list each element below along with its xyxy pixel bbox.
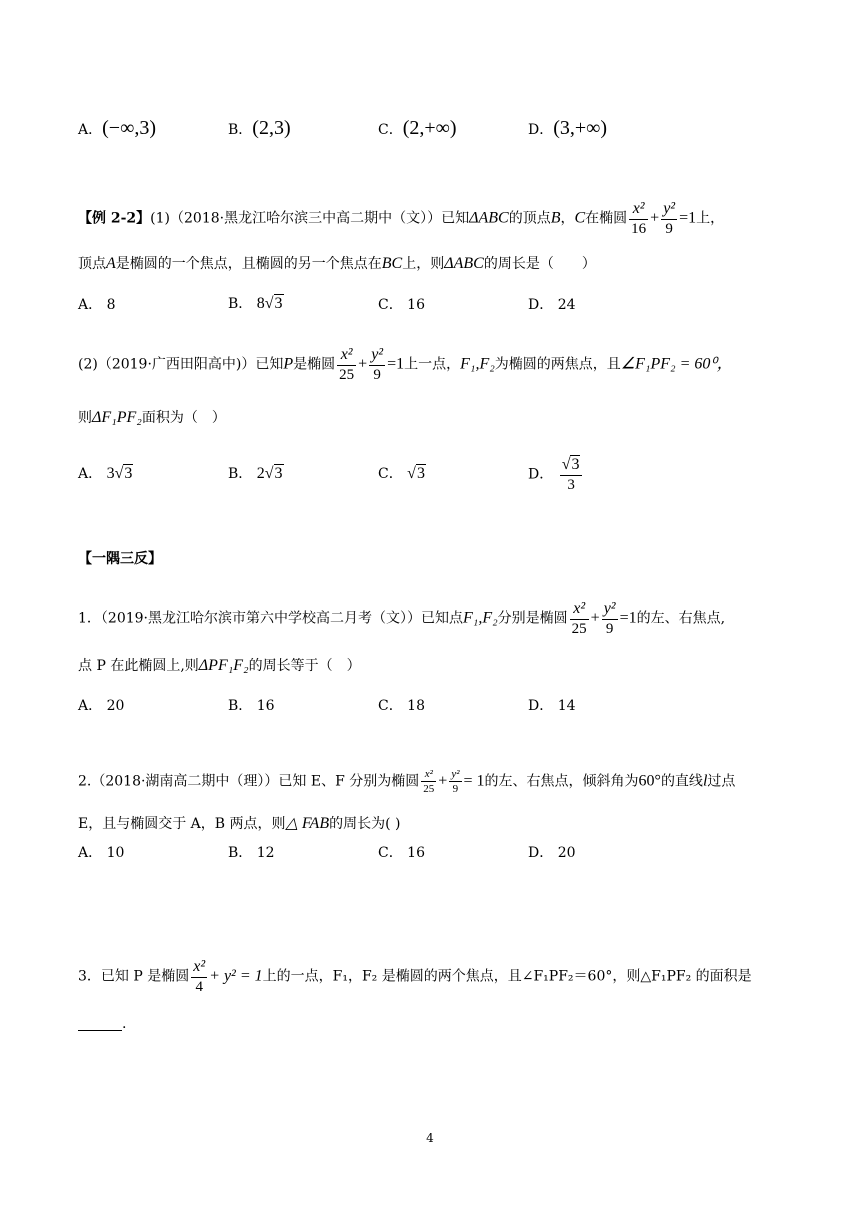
math: ΔABC bbox=[444, 255, 484, 272]
question-2-line-2 bbox=[78, 816, 400, 832]
page-number: 4 bbox=[426, 1131, 434, 1145]
math: △ FAB bbox=[285, 815, 330, 832]
q2-option-a: A． 10 bbox=[78, 845, 125, 861]
text: (2)（2019·广西田阳高中)）已知 bbox=[78, 356, 284, 373]
example-2-2-line-3: (2)（2019·广西田阳高中)）已知P是椭圆 $\frac{\text{x²}}{25}$ + $\frac{\text{y²}}{9}$ =1上一点，F₁,F₂为椭圆的两焦点，且∠F₁PF₂ = 60⁰， bbox=[78, 346, 733, 383]
text: 上，则 bbox=[402, 256, 445, 272]
fraction: $\frac{\text{x²}}{4}$ bbox=[193, 958, 206, 995]
text: 上， bbox=[696, 210, 725, 227]
option-letter: A． bbox=[78, 122, 103, 138]
example-2-2-line-4 bbox=[78, 410, 226, 426]
text: . bbox=[122, 1016, 127, 1032]
question-1-line-2 bbox=[78, 658, 361, 674]
option-letter: C． bbox=[378, 122, 403, 138]
text: 过点 bbox=[707, 773, 736, 790]
text: 的顶点 bbox=[508, 210, 551, 227]
text: 2.（2018·湖南高二期中（理））已知 E、F 分别为椭圆 bbox=[78, 773, 420, 790]
text: 面积为（ ） bbox=[141, 410, 226, 426]
text: E，且与椭圆交于 A，B 两点，则 bbox=[78, 816, 286, 832]
fraction: $\frac{\text{x²}}{16}$ bbox=[631, 200, 647, 237]
math: F₁,F₂ bbox=[460, 355, 495, 373]
math: BC bbox=[381, 255, 403, 272]
text: 在椭圆 bbox=[585, 210, 628, 227]
text: 则 bbox=[78, 410, 92, 426]
option-letter: D． bbox=[528, 122, 554, 138]
fraction: $\frac{√3}{3}$ bbox=[560, 456, 583, 493]
ex1-option-c: C． 16 bbox=[378, 297, 425, 313]
text: 的周长是（ ） bbox=[483, 256, 596, 272]
option-value: (3,+∞) bbox=[553, 117, 608, 139]
text: 的周长等于（ ） bbox=[248, 658, 361, 674]
math: C bbox=[574, 209, 586, 227]
text: 的直线 bbox=[660, 773, 703, 790]
fraction: $\frac{\text{y²}}{9}$ bbox=[371, 346, 384, 383]
math: F₁,F₂ bbox=[463, 609, 498, 627]
fraction: $\frac{\text{y²}}{9}$ bbox=[663, 200, 676, 237]
q2-option-c: C． 16 bbox=[378, 845, 425, 861]
text: 上的一点，F₁，F₂ 是椭圆的两个焦点，且∠F₁PF₂＝60°，则△F₁PF₂ 的面积是 bbox=[262, 968, 752, 985]
ex1-option-b: B． 8√3 bbox=[228, 295, 283, 312]
question-3-line-2 bbox=[78, 1016, 126, 1031]
option-a bbox=[78, 118, 156, 138]
math: ∠F₁PF₂ = 60⁰， bbox=[620, 355, 733, 373]
text: (1)（2018·黑龙江哈尔滨三中高二期中（文））已知 bbox=[150, 210, 470, 227]
q1-option-a: A． 20 bbox=[78, 698, 125, 714]
example-2-2-line-2 bbox=[78, 256, 596, 272]
math: ΔPF₁F₂ bbox=[198, 657, 249, 674]
ex2-option-d: D． $\frac{√3}{3}$ bbox=[528, 456, 584, 493]
q1-option-d: D． 14 bbox=[528, 698, 576, 714]
question-3-line-1: 3．已知 P 是椭圆 $\frac{\text{x²}}{4}$ + y² = 1上的一点，F₁，F₂ 是椭圆的两个焦点，且∠F₁PF₂＝60°，则△F₁PF₂ 的面积是 bbox=[78, 958, 752, 995]
option-value: (2,+∞) bbox=[402, 117, 457, 139]
text: ， bbox=[560, 210, 575, 227]
math: P bbox=[283, 355, 294, 373]
answer-blank[interactable] bbox=[78, 1016, 122, 1031]
fraction: $\frac{\text{x²}}{25}$ bbox=[339, 346, 355, 383]
text: 1．（2019·黑龙江哈尔滨市第六中学校高二月考（文））已知点 bbox=[78, 610, 463, 627]
q1-option-b: B． 16 bbox=[228, 698, 275, 714]
text: 的周长为( ) bbox=[329, 816, 401, 832]
ex2-option-b: B． 2√3 bbox=[228, 465, 283, 482]
ex2-option-c: C． √3 bbox=[378, 465, 425, 482]
option-b bbox=[228, 118, 291, 138]
option-value: (−∞,3) bbox=[102, 117, 156, 139]
example-tag: 【例 2-2】 bbox=[78, 210, 151, 227]
text: 为椭圆的两焦点，且 bbox=[494, 356, 621, 373]
text: 上一点， bbox=[404, 356, 461, 373]
fraction: $\frac{\text{y²}}{9}$ bbox=[451, 768, 460, 796]
text: 是椭圆 bbox=[293, 356, 336, 373]
text: 是椭圆的一个焦点，且椭圆的另一个焦点在 bbox=[115, 256, 382, 272]
text: 的左、右焦点，倾斜角为 bbox=[484, 773, 639, 790]
option-d bbox=[528, 118, 607, 138]
question-1-line-1: 1．（2019·黑龙江哈尔滨市第六中学校高二月考（文））已知点F₁,F₂分别是椭圆 $\frac{\text{x²}}{25}$ + $\frac{\text{y²}}{9}$ =1的左、右焦点, bbox=[78, 600, 726, 637]
option-c bbox=[378, 118, 457, 138]
math: ΔF₁PF₂ bbox=[92, 409, 142, 426]
fraction: $\frac{\text{x²}}{25}$ bbox=[423, 768, 435, 796]
option-value: (2,3) bbox=[252, 117, 291, 139]
text: 顶点 bbox=[78, 256, 106, 272]
example-2-2-line-1 bbox=[78, 200, 724, 237]
question-2-line-1: 2.（2018·湖南高二期中（理））已知 E、F 分别为椭圆 $\frac{\text{x²}}{25}$ + $\frac{\text{y²}}{9}$ = 1的左、右焦点，倾斜角为60°的直线l过点 bbox=[78, 768, 736, 796]
section-heading: 【一隅三反】 bbox=[78, 551, 162, 567]
ex1-option-a: A． 8 bbox=[78, 297, 116, 313]
q1-option-c: C． 18 bbox=[378, 698, 425, 714]
q2-option-b: B． 12 bbox=[228, 845, 275, 861]
text: 分别是椭圆 bbox=[497, 610, 568, 627]
ex1-option-d: D． 24 bbox=[528, 297, 576, 313]
text: 的左、右焦点, bbox=[636, 610, 726, 627]
math: =1 bbox=[679, 209, 697, 227]
math: A bbox=[106, 255, 116, 272]
fraction: $\frac{\text{y²}}{9}$ bbox=[603, 600, 616, 637]
math: B bbox=[550, 209, 561, 227]
q2-option-d: D． 20 bbox=[528, 845, 576, 861]
math: ΔABC bbox=[469, 209, 509, 227]
text: 点 P 在此椭圆上,则 bbox=[78, 658, 199, 674]
math: + bbox=[650, 209, 660, 227]
fraction: $\frac{\text{x²}}{25}$ bbox=[571, 600, 587, 637]
text: 3．已知 P 是椭圆 bbox=[78, 968, 190, 985]
ex2-option-a: A． 3√3 bbox=[78, 465, 133, 482]
option-letter: B． bbox=[228, 122, 253, 138]
